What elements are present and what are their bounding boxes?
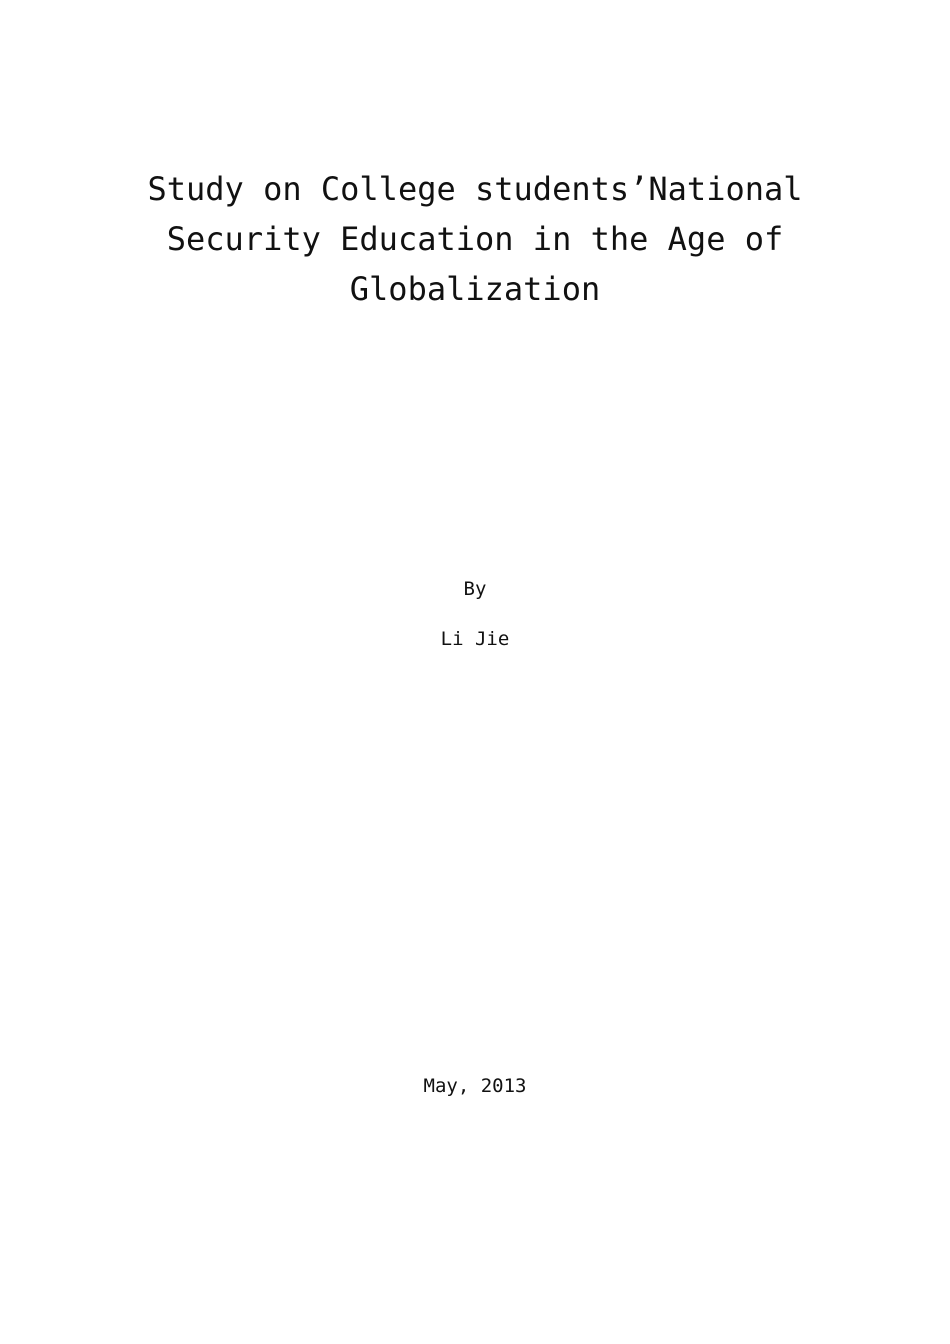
thesis-title [120,164,830,314]
thesis-title-line-3: Globalization [349,270,601,308]
author-name: Li Jie [440,628,510,650]
thesis-title-line-2: Security Education in the Age of [166,220,784,258]
thesis-title-line-1: Study on College students’National [147,170,803,208]
submission-date: May, 2013 [423,1075,527,1097]
by-label: By [463,578,487,600]
